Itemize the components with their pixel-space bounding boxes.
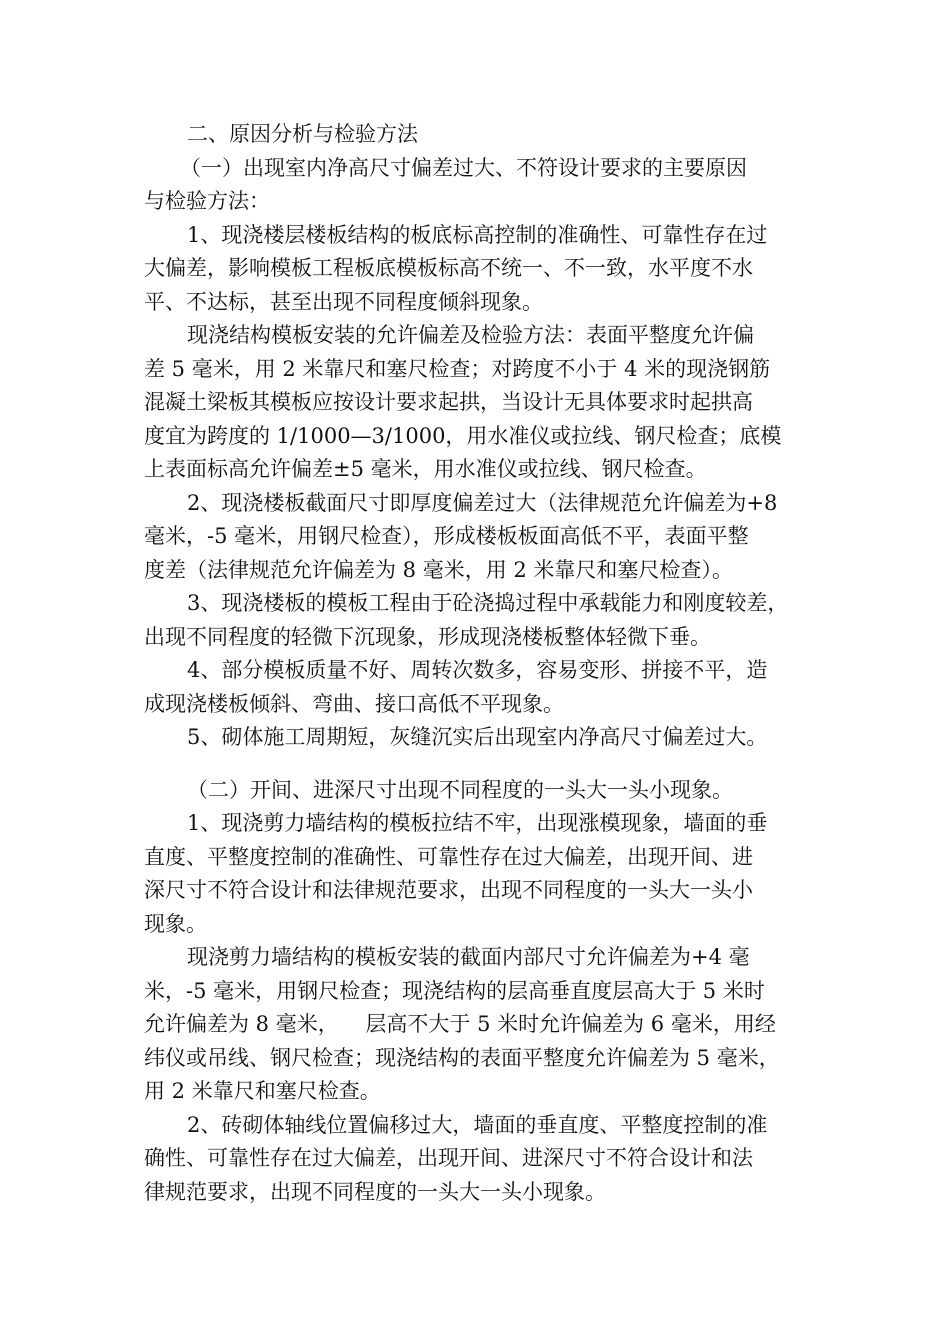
paragraph-line: 度差（法律规范允许偏差为 8 毫米，用 2 米靠尺和塞尺检查）。 <box>144 557 733 582</box>
document-page <box>144 118 810 1209</box>
paragraph-line: 成现浇楼板倾斜、弯曲、接口高低不平现象。 <box>144 691 564 716</box>
paragraph-line: 深尺寸不符合设计和法律规范要求，出现不同程度的一头大一头小 <box>144 878 753 902</box>
paragraph-line: 3、现浇楼板的模板工程由于砼浇捣过程中承载能力和刚度较差， <box>187 591 789 615</box>
paragraph-line: 律规范要求，出现不同程度的一头大一头小现象。 <box>144 1179 606 1204</box>
sub2-heading: （二）开间、进深尺寸出现不同程度的一头大一头小现象。 <box>187 777 733 802</box>
sub1-heading-line-2: 与检验方法： <box>144 189 270 213</box>
paragraph-line: 允许偏差为 8 毫米， 层高不大于 5 米时允许偏差为 6 毫米，用经 <box>144 1012 776 1036</box>
paragraph-line: 直度、平整度控制的准确性、可靠性存在过大偏差，出现开间、进 <box>144 844 753 869</box>
paragraph-line: 度宜为跨度的 1/1000—3/1000，用水准仪或拉线、钢尺检查；底模 <box>144 423 782 448</box>
paragraph-line: 上表面标高允许偏差±5 毫米，用水准仪或拉线、钢尺检查。 <box>144 457 707 481</box>
paragraph-line: 2、现浇楼板截面尺寸即厚度偏差过大（法律规范允许偏差为+8 <box>187 490 778 515</box>
paragraph-line: 确性、可靠性存在过大偏差，出现开间、进深尺寸不符合设计和法 <box>144 1146 753 1170</box>
paragraph-line: 现浇结构模板安装的允许偏差及检验方法：表面平整度允许偏 <box>187 323 754 347</box>
paragraph-line: 1、现浇剪力墙结构的模板拉结不牢，出现涨模现象，墙面的垂 <box>187 811 768 835</box>
section-title: 二、原因分析与检验方法 <box>187 122 418 146</box>
paragraph-line: 1、现浇楼层楼板结构的板底标高控制的准确性、可靠性存在过 <box>187 222 768 247</box>
paragraph-line: 大偏差，影响模板工程板底模板标高不统一、不一致，水平度不水 <box>144 256 753 280</box>
paragraph-line: 米，-5 毫米，用钢尺检查；现浇结构的层高垂直度层高大于 5 米时 <box>144 978 765 1003</box>
paragraph-line: 现象。 <box>144 911 207 936</box>
paragraph-line: 差 5 毫米，用 2 米靠尺和塞尺检查；对跨度不小于 4 米的现浇钢筋 <box>144 356 771 381</box>
paragraph-line: 4、部分模板质量不好、周转次数多，容易变形、拼接不平，造 <box>187 658 768 682</box>
paragraph-line: 混凝土梁板其模板应按设计要求起拱，当设计无具体要求时起拱高 <box>144 390 753 414</box>
paragraph-line: 现浇剪力墙结构的模板安装的截面内部尺寸允许偏差为+4 毫 <box>187 945 750 969</box>
paragraph-line: 毫米，-5 毫米，用钢尺检查），形成楼板板面高低不平，表面平整 <box>144 524 749 548</box>
paragraph-line: 出现不同程度的轻微下沉现象，形成现浇楼板整体轻微下垂。 <box>144 624 711 649</box>
paragraph-line: 用 2 米靠尺和塞尺检查。 <box>144 1079 381 1103</box>
paragraph-line: 5、砌体施工周期短，灰缝沉实后出现室内净高尺寸偏差过大。 <box>187 725 768 749</box>
sub1-heading-line-1: （一）出现室内净高尺寸偏差过大、不符设计要求的主要原因 <box>180 155 747 180</box>
paragraph-line: 2、砖砌体轴线位置偏移过大，墙面的垂直度、平整度控制的准 <box>187 1112 768 1137</box>
section-gap <box>144 755 810 774</box>
paragraph-line: 纬仪或吊线、钢尺检查；现浇结构的表面平整度允许偏差为 5 毫米， <box>144 1045 780 1070</box>
paragraph-line: 平、不达标，甚至出现不同程度倾斜现象。 <box>144 289 543 314</box>
